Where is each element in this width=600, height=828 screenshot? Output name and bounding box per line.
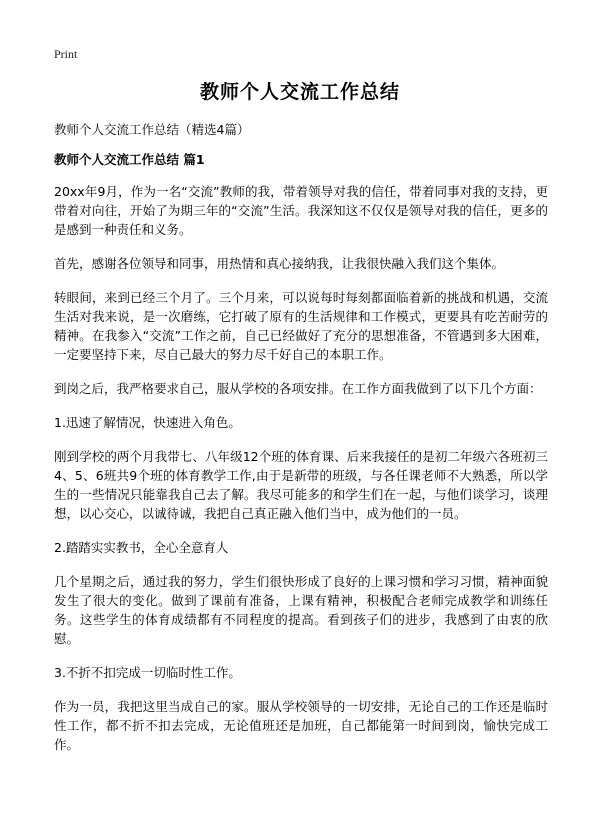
paragraph: 刚到学校的两个月我带七、八年级12个班的体育课、后来我接任的是初二年级六各班初三4、5、6班共9个班的体育教学工作,由于是新带的班级，与各任课老师不大熟悉，所以学生的一些情况只能靠我自己去了解。我尽可能多的和学生们在一起，与他们谈学习，谈理想，以心交心，以诚待诚，我把自己真正融入他们当中，成为他们的一员。: [54, 449, 548, 521]
section-heading: 教师个人交流工作总结 篇1: [54, 152, 205, 167]
paragraph: 几个星期之后，通过我的努力，学生们很快形成了良好的上课习惯和学习习惯，精神面貌发生了很大的变化。做到了课前有准备，上课有精神，积极配合老师完成教学和训练任务。这些学生的体育成绩都有不同程度的提高。看到孩子们的进步，我感到了由衷的欣慰。: [54, 574, 548, 646]
list-heading: 1.迅速了解情况，快速进入角色。: [54, 415, 241, 430]
list-heading: 2.踏踏实实教书，全心全意育人: [54, 540, 229, 555]
document-body: [54, 182, 548, 769]
paragraph: 作为一员，我把这里当成自己的家。服从学校领导的一切安排，无论自己的工作还是临时性工作，都不折不扣去完成，无论值班还是加班，自己都能第一时间到岗，愉快完成工作。: [54, 699, 548, 752]
print-link[interactable]: Print: [54, 47, 78, 61]
paragraph: 转眼间，来到已经三个月了。三个月来，可以说每时每刻都面临着新的挑战和机遇，交流生活对我来说，是一次磨练，它打破了原有的生活规律和工作模式，更要具有吃苦耐劳的精神。在我参入“交流”工作之前，自己已经做好了充分的思想准备，不管遇到多大困难，一定要坚持下来，尽自己最大的努力尽千好自己的本职工作。: [54, 290, 548, 362]
paragraph: 20xx年9月，作为一名“交流”教师的我，带着领导对我的信任，带着同事对我的支持，更带着对向往，开始了为期三年的“交流”生活。我深知这不仅仅是领导对我的信任，更多的是感到一种责任和义务。: [54, 184, 548, 237]
document-title: 教师个人交流工作总结: [199, 81, 400, 103]
list-heading: 3.不折不扣完成一切临时性工作。: [54, 665, 241, 680]
document-subtitle: 教师个人交流工作总结（精选4篇）: [54, 122, 250, 137]
paragraph: 到岗之后，我严格要求自己，服从学校的各项安排。在工作方面我做到了以下几个方面：: [54, 381, 542, 396]
paragraph: 首先，感谢各位领导和同事，用热情和真心接纳我，让我很快融入我们这个集体。: [54, 256, 505, 271]
